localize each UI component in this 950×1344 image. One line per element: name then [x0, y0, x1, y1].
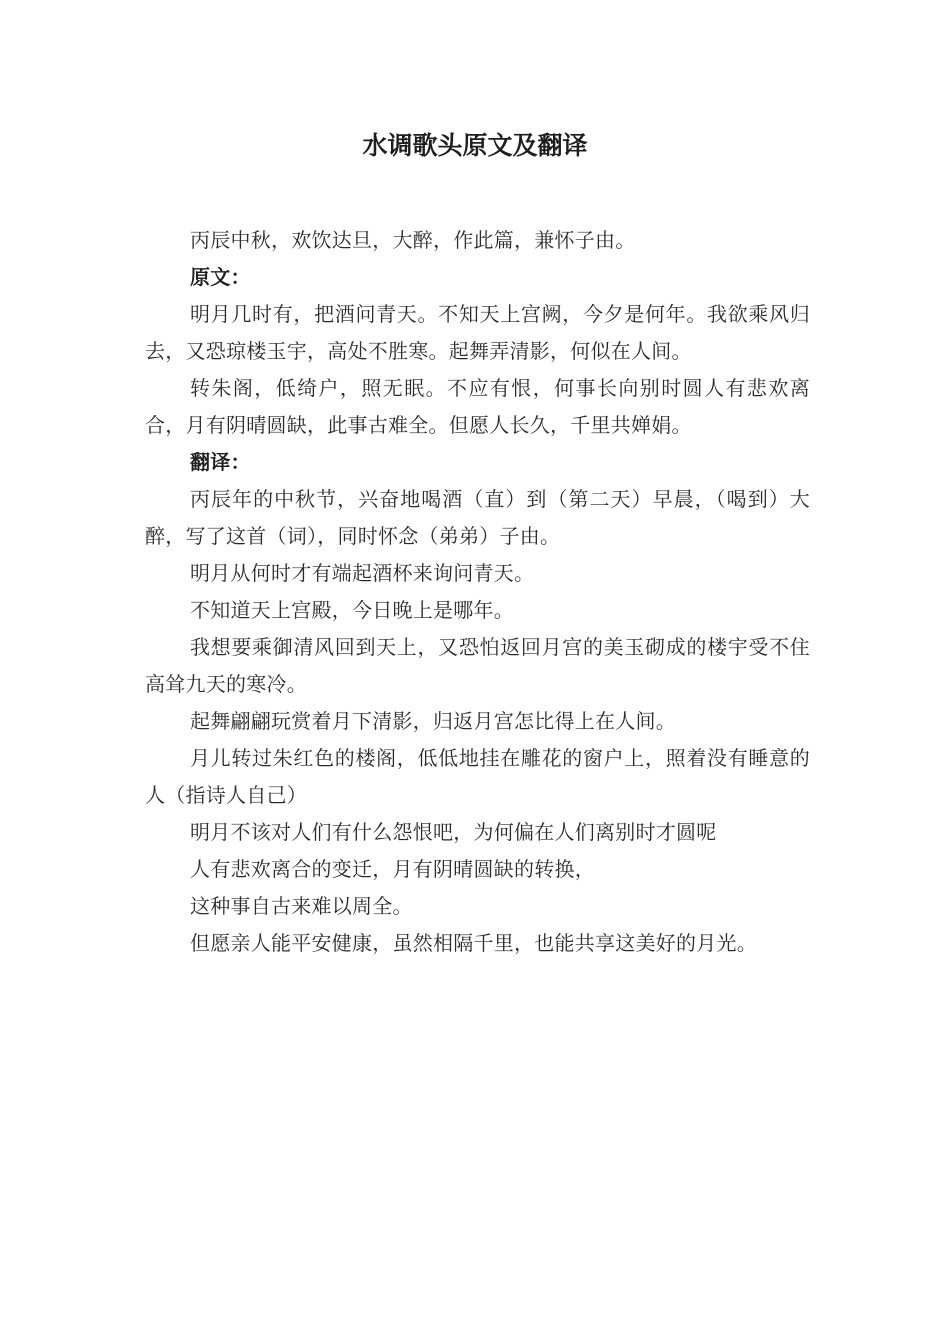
document-title: 水调歌头原文及翻译 [362, 131, 588, 160]
translation-paragraph: 不知道天上宫殿，今日晚上是哪年。 [190, 598, 514, 622]
translation-paragraph: 起舞翩翩玩赏着月下清影，归返月宫怎比得上在人间。 [190, 709, 676, 733]
translation-paragraph: 丙辰年的中秋节，兴奋地喝酒（直）到（第二天）早晨，（喝到）大醉，写了这首（词），同时怀念（弟弟）子由。 [145, 487, 810, 548]
translation-paragraph: 明月不该对人们有什么怨恨吧，为何偏在人们离别时才圆呢 [190, 820, 717, 844]
preface-paragraph: 丙辰中秋，欢饮达旦，大醉，作此篇，兼怀子由。 [190, 228, 636, 252]
translation-paragraph: 我想要乘御清风回到天上，又恐怕返回月宫的美玉砌成的楼宇受不住高耸九天的寒冷。 [145, 635, 810, 696]
translation-paragraph: 明月从何时才有端起酒杯来询问青天。 [190, 561, 535, 585]
translation-paragraph: 人有悲欢离合的变迁，月有阴晴圆缺的转换， [190, 857, 595, 881]
document-body [145, 222, 810, 962]
translation-paragraph: 月儿转过朱红色的楼阁，低低地挂在雕花的窗户上，照着没有睡意的人（指诗人自己） [145, 746, 810, 807]
translation-paragraph: 这种事自古来难以周全。 [190, 894, 413, 918]
original-heading: 原文： [190, 265, 251, 289]
translation-paragraph: 但愿亲人能平安健康，虽然相隔千里，也能共享这美好的月光。 [190, 931, 757, 955]
translation-heading: 翻译： [190, 450, 251, 474]
original-paragraph: 明月几时有，把酒问青天。不知天上宫阙，今夕是何年。我欲乘风归去，又恐琼楼玉宇，高处不胜寒。起舞弄清影，何似在人间。 [145, 302, 810, 363]
original-paragraph: 转朱阁，低绮户，照无眠。不应有恨，何事长向别时圆人有悲欢离合，月有阴晴圆缺，此事古难全。但愿人长久，千里共婵娟。 [145, 376, 810, 437]
